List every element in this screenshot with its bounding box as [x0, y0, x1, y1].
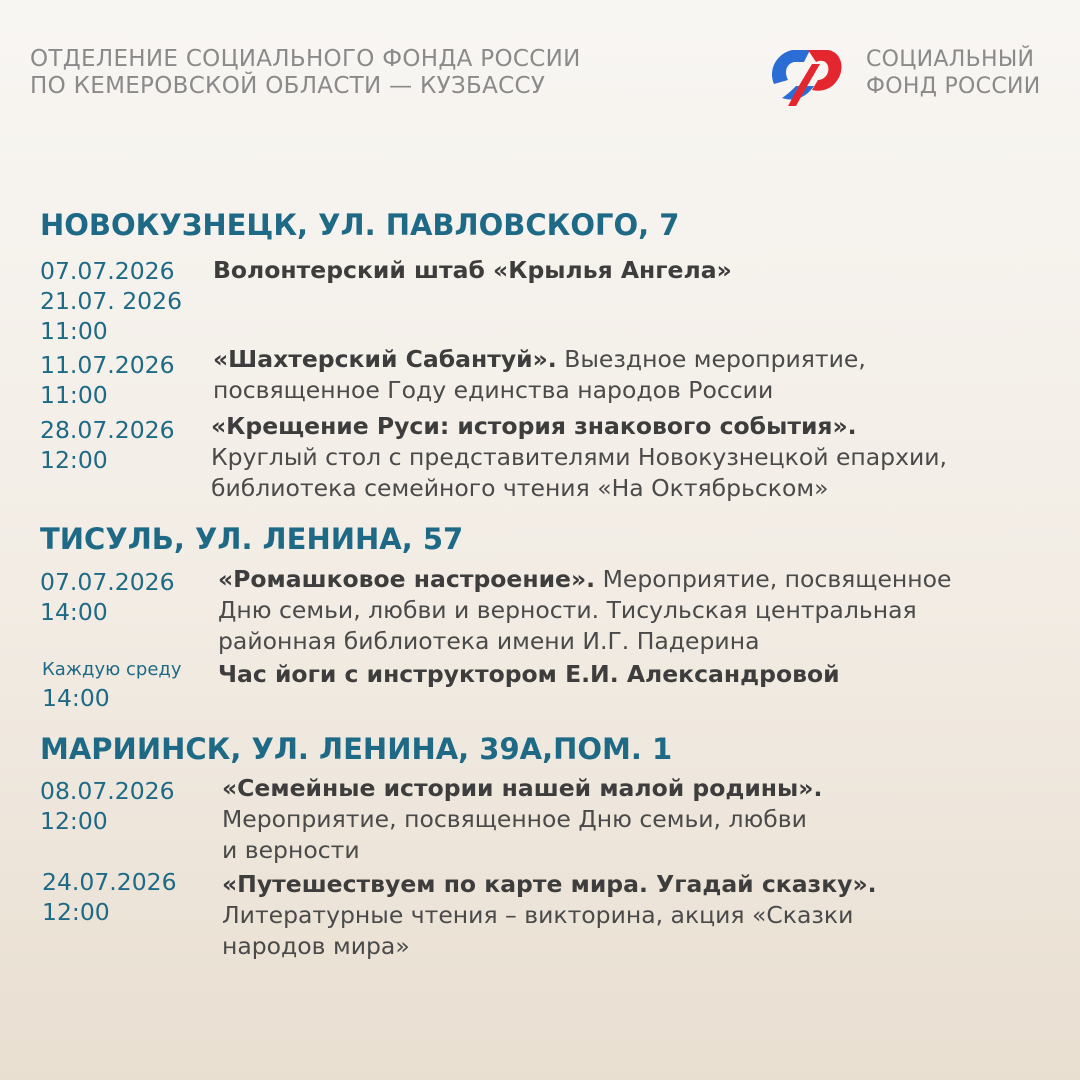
event-title: «Семейные истории нашей малой родины». — [222, 774, 823, 802]
org-line-1: ОТДЕЛЕНИЕ СОЦИАЛЬНОГО ФОНДА РОССИИ — [30, 46, 581, 72]
event-description: «Шахтерский Сабантуй». Выездное мероприятие, посвященное Году единства народов России — [213, 345, 866, 404]
event-description: «Семейные истории нашей малой родины». Мероприятие, посвященное Дню семьи, любви и верности — [222, 774, 823, 864]
event-title: Волонтерский штаб «Крылья Ангела» — [213, 256, 732, 284]
event-title: «Ромашковое настроение». — [218, 565, 596, 593]
fund-line-1: СОЦИАЛЬНЫЙ — [866, 47, 1035, 72]
fund-name — [866, 46, 1041, 100]
section-title-mariinsk: МАРИИНСК, УЛ. ЛЕНИНА, 39А,ПОМ. 1 — [40, 732, 673, 766]
event-description: «Ромашковое настроение». Мероприятие, посвященное Дню семьи, любви и верности. Тисульская центральная районная библиотека имени И.Г. Падерина — [218, 565, 952, 655]
event-description: «Путешествуем по карте мира. Угадай сказку». Литературные чтения – викторина, акция «Сказки народов мира» — [222, 870, 877, 960]
section-title-tisul: ТИСУЛЬ, УЛ. ЛЕНИНА, 57 — [40, 522, 464, 556]
organization-name — [30, 46, 581, 100]
org-line-2: ПО КЕМЕРОВСКОЙ ОБЛАСТИ — КУЗБАССУ — [30, 73, 546, 99]
event-date: 28.07.2026 12:00 — [40, 416, 175, 474]
event-date: 24.07.2026 12:00 — [42, 868, 177, 926]
event-date: 07.07.2026 14:00 — [40, 568, 175, 626]
event-date: Каждую среду 14:00 — [42, 659, 182, 712]
sfr-logo-icon — [766, 40, 846, 108]
event-date: 11.07.2026 11:00 — [40, 351, 175, 409]
event-title: «Шахтерский Сабантуй». — [213, 345, 557, 373]
event-title: «Крещение Руси: история знакового события». — [211, 412, 857, 440]
event-date: 07.07.2026 21.07. 2026 11:00 — [40, 257, 183, 345]
fund-line-2: ФОНД РОССИИ — [866, 74, 1041, 99]
event-date: 08.07.2026 12:00 — [40, 777, 175, 835]
event-description: «Крещение Руси: история знакового события». Круглый стол с представителями Новокузнецкой епархии, библиотека семейного чтения «На Октябрьском» — [211, 412, 948, 502]
section-title-novokuznetsk: НОВОКУЗНЕЦК, УЛ. ПАВЛОВСКОГО, 7 — [40, 208, 680, 242]
event-title: Час йоги с инструктором Е.И. Александровой — [218, 660, 840, 688]
event-description — [218, 659, 840, 690]
event-description — [213, 255, 732, 286]
event-title: «Путешествуем по карте мира. Угадай сказку». — [222, 870, 877, 898]
